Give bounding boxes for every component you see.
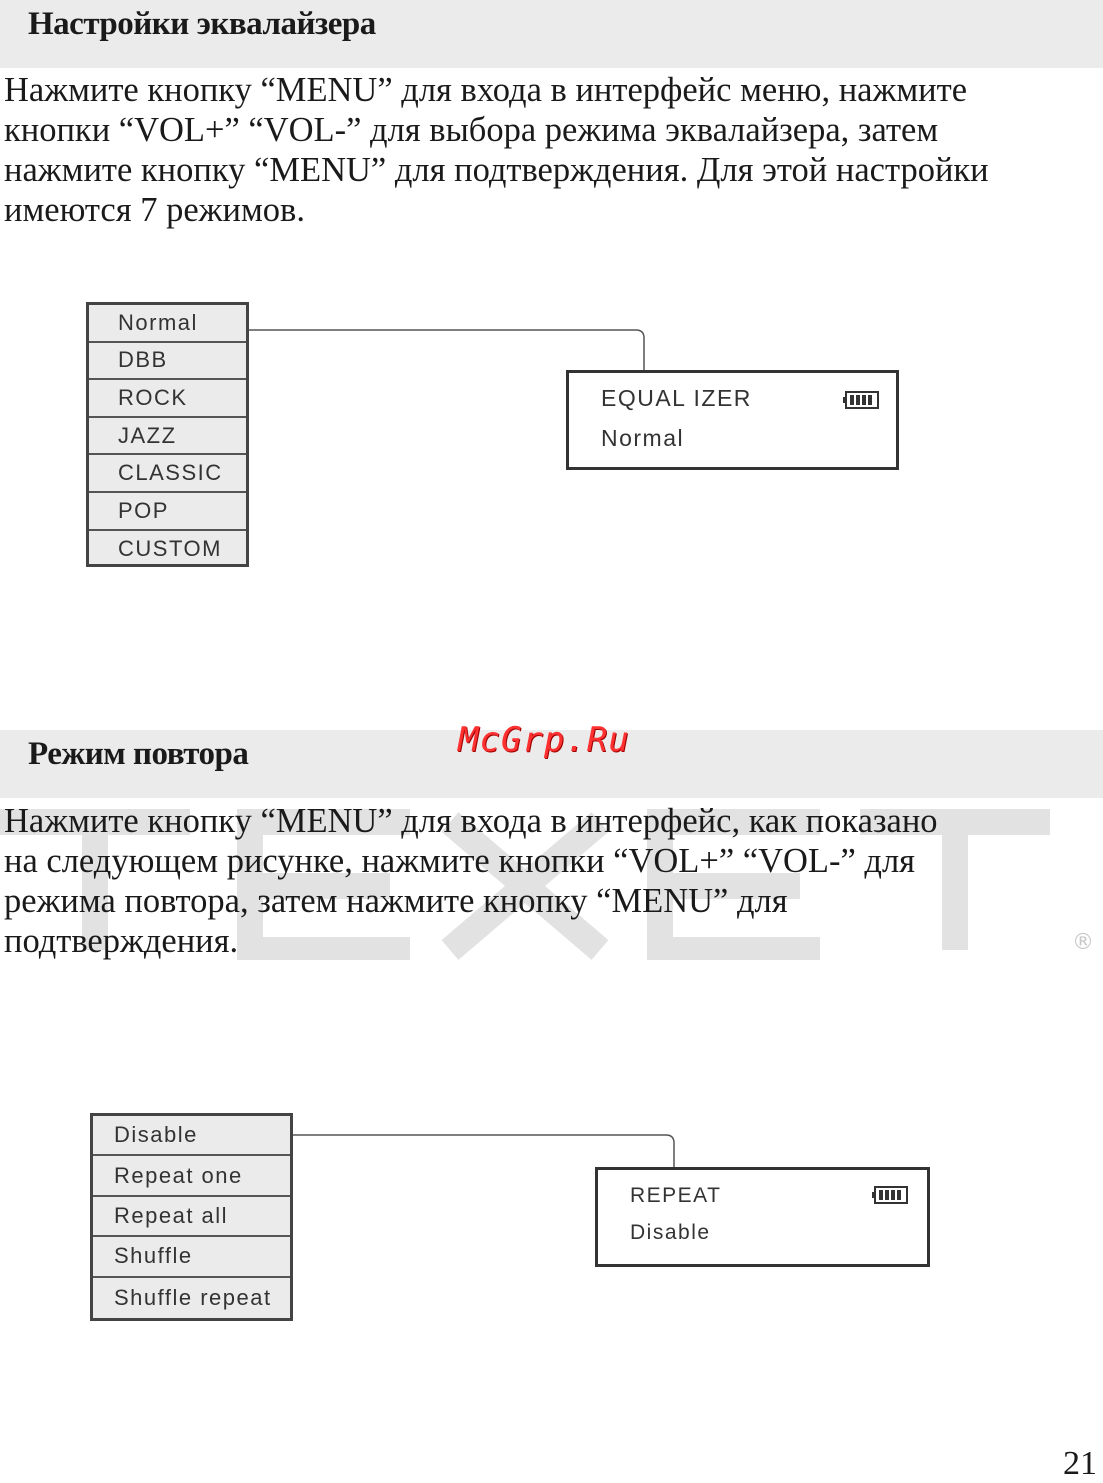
- registered-mark: ®: [1072, 930, 1094, 955]
- battery-full-icon: [872, 1186, 908, 1204]
- repeat-mode-repeat-all[interactable]: Repeat all: [93, 1197, 290, 1237]
- repeat-instructions-line: режима повтора, затем нажмите кнопку “MENU” для: [4, 882, 788, 920]
- repeat-mode-disable[interactable]: Disable: [93, 1116, 290, 1156]
- repeat-display-screen: [595, 1167, 930, 1267]
- equalizer-mode-classic[interactable]: CLASSIC: [89, 455, 246, 493]
- repeat-mode-list: [90, 1113, 293, 1321]
- equalizer-instructions-line: кнопки “VOL+” “VOL-” для выбора режима эквалайзера, затем: [4, 111, 939, 149]
- repeat-section-title: Режим повтора: [28, 736, 249, 772]
- equalizer-instructions: [4, 70, 1099, 230]
- equalizer-display-value: Normal: [601, 425, 685, 451]
- equalizer-display-title: EQUAL IZER: [601, 385, 752, 411]
- repeat-instructions: [4, 801, 1099, 961]
- page-number: 21: [1063, 1445, 1097, 1482]
- equalizer-instructions-line: Нажмите кнопку “MENU” для входа в интерфейс меню, нажмите: [4, 71, 968, 109]
- equalizer-instructions-line: имеются 7 режимов.: [4, 191, 305, 229]
- repeat-instructions-line: подтверждения.: [4, 922, 239, 960]
- repeat-mode-shuffle[interactable]: Shuffle: [93, 1237, 290, 1277]
- equalizer-mode-normal[interactable]: Normal: [89, 305, 246, 343]
- repeat-display-value: Disable: [630, 1221, 711, 1244]
- equalizer-display-screen: [566, 370, 899, 470]
- repeat-mode-shuffle-repeat[interactable]: Shuffle repeat: [114, 1284, 272, 1310]
- equalizer-mode-custom[interactable]: CUSTOM: [118, 536, 222, 562]
- equalizer-section-title: Настройки эквалайзера: [28, 6, 376, 42]
- equalizer-mode-pop[interactable]: POP: [89, 493, 246, 531]
- repeat-instructions-line: на следующем рисунке, нажмите кнопки “VOL+” “VOL-” для: [4, 842, 916, 880]
- repeat-mode-repeat-one[interactable]: Repeat one: [93, 1156, 290, 1196]
- repeat-display-title: REPEAT: [630, 1184, 722, 1207]
- repeat-instructions-line: Нажмите кнопку “MENU” для входа в интерфейс, как показано: [4, 802, 938, 840]
- equalizer-section-header: [0, 0, 1103, 68]
- equalizer-mode-list: [86, 302, 249, 567]
- equalizer-mode-rock[interactable]: ROCK: [89, 380, 246, 418]
- equalizer-mode-jazz[interactable]: JAZZ: [89, 418, 246, 456]
- mcgrp-watermark: McGrp.Ru: [458, 720, 630, 760]
- battery-full-icon: [843, 391, 879, 409]
- equalizer-mode-dbb[interactable]: DBB: [89, 343, 246, 381]
- equalizer-instructions-line: нажмите кнопку “MENU” для подтверждения. Для этой настройки: [4, 151, 989, 189]
